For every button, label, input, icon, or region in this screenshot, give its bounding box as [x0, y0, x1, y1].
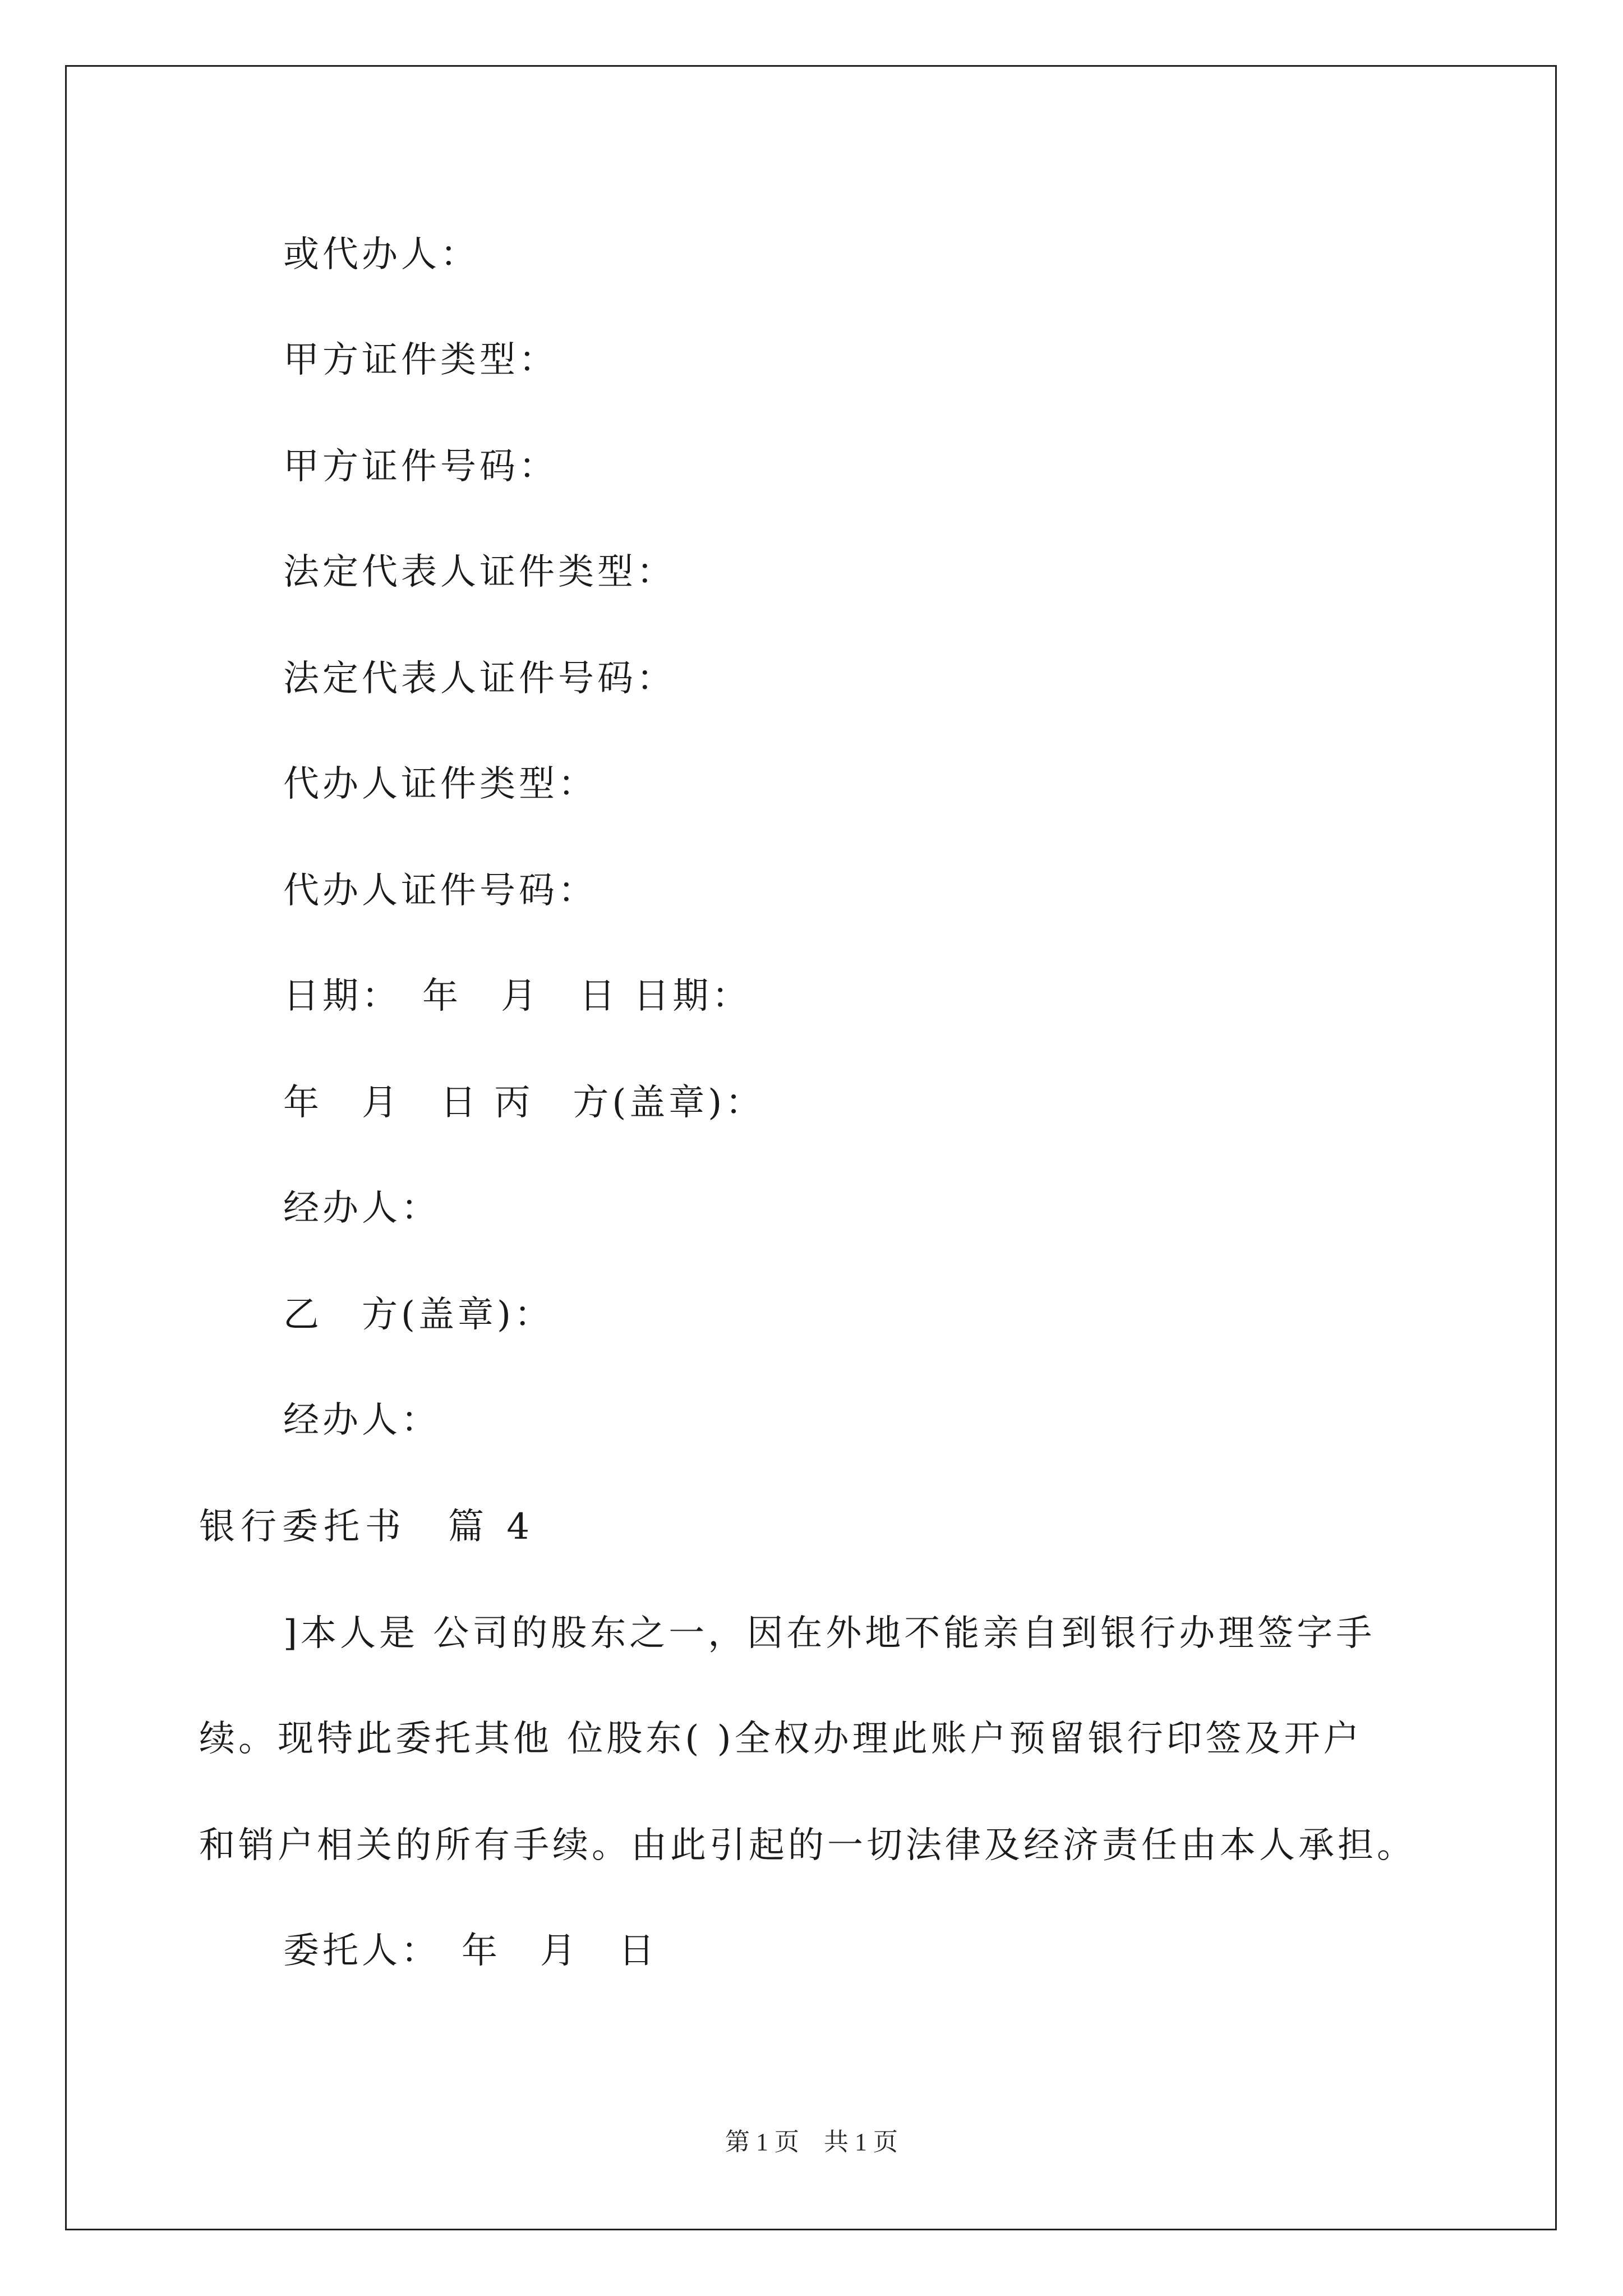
paragraph-line-1: ]本人是 公司的股东之一，因在外地不能亲自到银行办理签字手	[283, 1613, 1376, 1654]
form-line-agent-id-type: 代办人证件类型：	[283, 763, 597, 805]
form-line-dates: 日期： 年 月 日 日期：	[283, 976, 751, 1017]
form-line-handler-2: 经办人：	[283, 1400, 440, 1441]
form-line-party-a-id-type: 甲方证件类型：	[283, 339, 558, 381]
page-border	[65, 65, 1557, 2230]
form-line-party-c-seal: 年 月 日 丙 方(盖章)：	[283, 1082, 765, 1124]
form-line-agent: 或代办人：	[283, 234, 479, 275]
paragraph-line-2: 续。现特此委托其他 位股东( )全权办理此账户预留银行印签及开户	[199, 1718, 1363, 1760]
form-line-handler-1: 经办人：	[283, 1188, 440, 1229]
page-number-footer: 第 1 页 共 1 页	[725, 2128, 898, 2156]
form-line-party-a-id-number: 甲方证件号码：	[283, 446, 558, 487]
form-line-party-b-seal: 乙 方(盖章)：	[283, 1294, 554, 1336]
paragraph-line-3: 和销户相关的所有手续。由此引起的一切法律及经济责任由本人承担。	[199, 1825, 1416, 1866]
form-line-legal-rep-id-type: 法定代表人证件类型：	[283, 551, 676, 593]
form-line-agent-id-number: 代办人证件号码：	[283, 870, 597, 912]
section-heading: 银行委托书 篇 4	[199, 1506, 536, 1548]
signature-line: 委托人： 年 月 日	[283, 1930, 658, 1972]
form-line-legal-rep-id-number: 法定代表人证件号码：	[283, 658, 676, 700]
